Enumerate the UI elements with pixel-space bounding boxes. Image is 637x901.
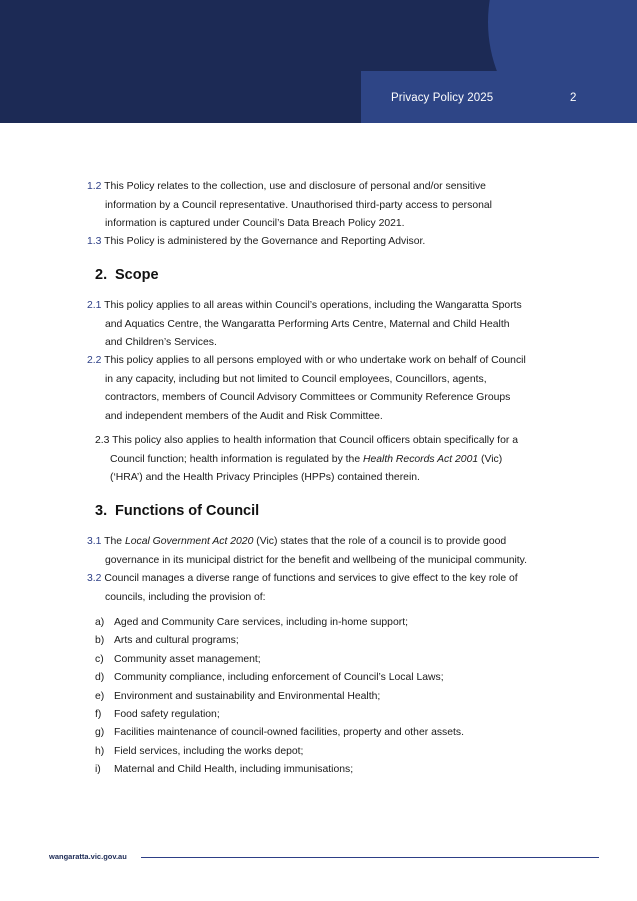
list-item [95, 632, 464, 650]
list-item [95, 761, 464, 779]
list-letter: g) [95, 727, 105, 739]
clause-text: information is captured under Council’s Data Breach Policy 2021. [105, 218, 405, 229]
list-letter: h) [95, 745, 105, 757]
clause-text: and Children’s Services. [105, 337, 217, 348]
list-letter: a) [95, 617, 105, 628]
clause-text: contractors, members of Council Advisory Committees or Community Reference Groups [105, 392, 511, 403]
clause-2-1 [87, 297, 577, 353]
clause-3-2 [87, 570, 577, 607]
list-item [95, 614, 464, 632]
list-letter: c) [95, 653, 104, 665]
clause-number: 2.2 [87, 355, 102, 366]
list-letter: e) [95, 690, 105, 702]
clause-text: 2.3 This policy also applies to health information that Council officers obtain specifically for a [95, 435, 518, 446]
clause-text: Council manages a diverse range of functions and services to give effect to the key role of [101, 573, 518, 584]
clause-text: and Aquatics Centre, the Wangaratta Performing Arts Centre, Maternal and Child Health [105, 318, 510, 330]
list-item-text: Food safety regulation; [114, 708, 220, 720]
list-item-text: Community asset management; [114, 653, 261, 665]
clause-number: 1.2 [87, 181, 102, 192]
section-title: Scope [115, 267, 159, 283]
act-title: Health Records Act 2001 [363, 453, 479, 465]
clause-text: information by a Council representative. Unauthorised third-party access to personal [105, 199, 492, 211]
list-item [95, 669, 464, 687]
clause-number: 3.2 [87, 573, 102, 584]
section-number: 2. [95, 267, 108, 283]
section-title: Functions of Council [115, 503, 260, 519]
clause-text: councils, including the provision of: [105, 591, 266, 603]
list-item-text: Maternal and Child Health, including immunisations; [114, 764, 354, 776]
footer-divider [141, 857, 599, 858]
clause-1-3 [87, 233, 577, 252]
clause-text: (Vic) states that the role of a council is to provide good [253, 536, 507, 547]
clause-1-2 [87, 178, 577, 234]
list-item [95, 651, 464, 669]
list-letter: b) [95, 635, 105, 647]
document-title: Privacy Policy 2025 [391, 92, 494, 104]
clause-number: 2.1 [87, 300, 102, 311]
clause-text: Council function; health information is regulated by the [110, 453, 363, 465]
clause-text: This Policy is administered by the Governance and Reporting Advisor. [101, 236, 426, 247]
list-item-text: Environment and sustainability and Environmental Health; [114, 690, 381, 702]
list-letter: i) [95, 764, 101, 776]
clause-3-1 [87, 533, 577, 570]
list-item-text: Aged and Community Care services, including in-home support; [114, 617, 408, 628]
list-item-text: Field services, including the works depot; [114, 745, 304, 757]
clause-text: This policy applies to all persons employed with or who undertake work on behalf of Council [101, 355, 526, 366]
list-item-text: Arts and cultural programs; [114, 635, 239, 647]
section-number: 3. [95, 503, 108, 519]
list-letter: f) [95, 708, 102, 720]
list-item [95, 706, 464, 724]
list-item-text: Facilities maintenance of council-owned facilities, property and other assets. [114, 727, 464, 739]
section-heading-functions [95, 503, 259, 519]
section-heading-scope [95, 267, 159, 283]
clause-2-2 [87, 352, 577, 426]
list-item [95, 743, 464, 761]
page-header [0, 0, 637, 123]
clause-text: This policy applies to all areas within Council’s operations, including the Wangaratta Sports [101, 300, 522, 311]
clause-number: 3.1 [87, 536, 102, 547]
list-item [95, 688, 464, 706]
page-number: 2 [570, 92, 577, 104]
clause-number: 1.3 [87, 236, 102, 247]
list-item [95, 724, 464, 742]
act-title: Local Government Act 2020 [124, 536, 254, 547]
list-item-text: Community compliance, including enforcement of Council’s Local Laws; [114, 672, 444, 684]
clause-2-3 [95, 432, 585, 488]
clause-text: governance in its municipal district for the benefit and wellbeing of the municipal community. [105, 554, 527, 566]
clause-text: in any capacity, including but not limited to Council employees, Councillors, agents, [105, 373, 487, 385]
clause-text: (‘HRA’) and the Health Privacy Principles (HPPs) contained therein. [110, 472, 420, 483]
clause-text: The [101, 536, 125, 547]
clause-text: and independent members of the Audit and Risk Committee. [105, 410, 383, 422]
footer-website-link[interactable]: wangaratta.vic.gov.au [49, 852, 127, 861]
clause-text: (Vic) [478, 453, 503, 465]
list-letter: d) [95, 672, 105, 684]
functions-list [95, 614, 464, 780]
clause-text: This Policy relates to the collection, use and disclosure of personal and/or sensitive [101, 181, 486, 192]
